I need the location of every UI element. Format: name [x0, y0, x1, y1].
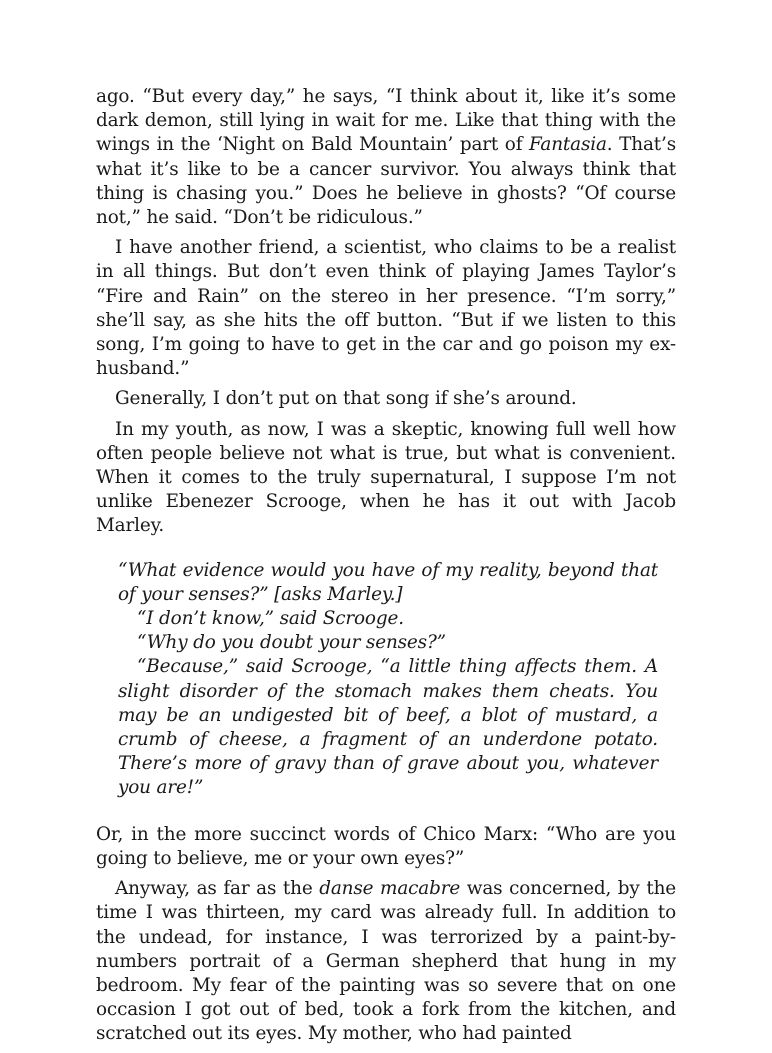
paragraph-text: Generally, I don’t put on that song if she’s around.: [115, 388, 577, 410]
quote-line: “What evidence would you have of my reality, beyond that of your senses?” [asks Marley.]: [118, 559, 658, 605]
paragraph: [96, 387, 676, 411]
paragraph: [96, 85, 676, 230]
paragraph-text: Or, in the more succinct words of Chico Marx: “Who are you going to believe, me or your own eyes?”: [96, 823, 676, 869]
paragraph-text: I have another friend, a scientist, who claims to be a realist in all things. But don’t even think of playing James Taylor’s “Fire and Rain” on the stereo in her presence. “I’m sorry,” she’ll say, as she hits the off button. “But if we listen to this song, I’m going to have to get in the car and go poison my ex-husband.”: [96, 237, 676, 380]
paragraph: [96, 877, 676, 1046]
paragraph-text: Anyway, as far as the: [115, 878, 320, 900]
quote-line: “Why do you doubt your senses?”: [137, 632, 446, 654]
paragraph-text: was concerned, by the time I was thirteen, my card was already full. In addition to the undead, for instance, I was terrorized by a paint-by-numbers portrait of a German shepherd that hung in my bedroom. My fear of the painting was so severe that on one occasion I got out of bed, took a fork from the kitchen, and scratched out its eyes. My mother, who had painted: [96, 878, 676, 1045]
quote-line: “I don’t know,” said Scrooge.: [137, 608, 404, 630]
paragraph: [96, 236, 676, 381]
paragraph-text: ago. “But every day,” he says, “I think about it, like it’s some dark demon, still lying in wait for me. Like that thing with the wings in the ‘Night on Bald Mountain’ part of: [96, 86, 676, 156]
paragraph-text: In my youth, as now, I was a skeptic, knowing full well how often people believe not what is true, but what is convenient. When it comes to the truly supernatural, I suppose I’m not unlike Ebenezer Scrooge, when he has it out with Jacob Marley.: [96, 418, 676, 537]
paragraph-text: . That’s what it’s like to be a cancer survivor. You always think that thing is chasing you.” Does he believe in ghosts? “Of course not,” he said. “Don’t be ridiculous.”: [96, 134, 676, 229]
page-body: [96, 85, 676, 1053]
paragraph: [96, 418, 676, 539]
phrase-italic: danse macabre: [319, 878, 461, 900]
paragraph: [96, 823, 676, 871]
quote-line: “Because,” said Scrooge, “a little thing affects them. A slight disorder of the stomach makes them cheats. You may be an undigested bit of beef, a blot of mustard, a crumb of cheese, a fragment of an underdone potato. There’s more of gravy than of grave about you, whatever you are!”: [118, 656, 658, 799]
block-quote: [118, 559, 658, 801]
title-italic: Fantasia: [529, 134, 607, 156]
